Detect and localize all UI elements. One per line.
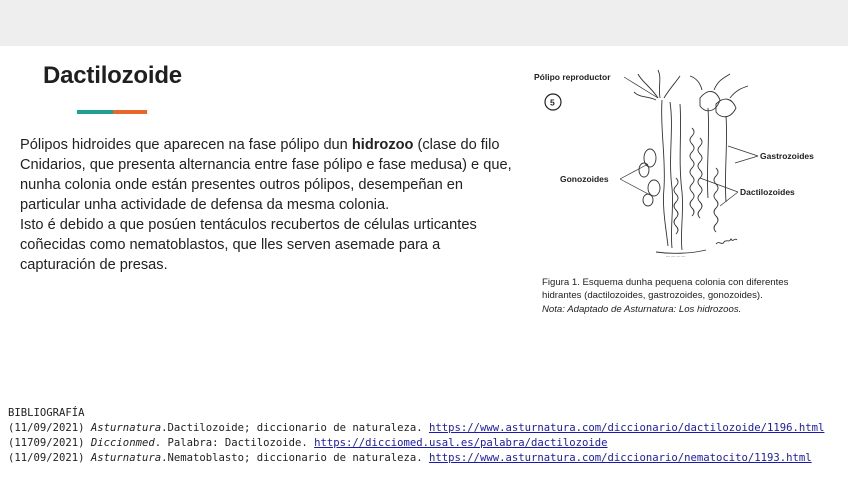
paragraph-bold-term: hidrozoo (351, 137, 414, 153)
scale-text: — — — — (666, 253, 686, 258)
bibliography-heading: BIBLIOGRAFÍA (8, 407, 85, 419)
bibliography-entry (8, 436, 844, 451)
accent-teal (77, 110, 113, 114)
definition-paragraph (20, 135, 518, 275)
bibliography-entry (8, 421, 844, 436)
entry-source: Asturnatura (90, 452, 162, 464)
title-accent-line (77, 110, 147, 114)
leader-lines (620, 77, 758, 206)
caption-text: Figura 1. Esquema dunha pequena colonia con diferentes hidrantes (dactilozoides, gastrozoides, gonozoides). (542, 277, 789, 302)
colony-drawing (634, 70, 748, 253)
accent-orange (113, 110, 147, 114)
entry-link[interactable]: https://www.asturnatura.com/diccionario/dactilozoide/1196.html (428, 422, 825, 434)
entry-text: .Dactilozoide; diccionario de naturaleza. (161, 422, 429, 434)
paragraph-part3: Isto é debido a que posúen tentáculos recubertos de células urticantes coñecidas como nematoblastos, que lles serven asemade para a capturación de presas. (20, 217, 477, 273)
entry-source: Asturnatura (90, 422, 162, 434)
label-dactilozoides: Dactilozoides (740, 187, 795, 197)
entry-date: (11/09/2021) (8, 422, 91, 434)
slide-title: Dactilozoide (43, 62, 182, 89)
paragraph-part1: Pólipos hidroides que aparecen na fase pólipo dun (20, 137, 352, 153)
paragraph-part2: (clase do filo Cnidarios, que presenta alternancia entre fase pólipo e fase medusa) e que, nunha colonia onde están presentes outros pólipos, desempeñan en particular unha actividade de defensa da mesma colonia. (20, 137, 512, 213)
bibliography-entry (8, 451, 844, 466)
label-polipo-reproductor: Pólipo reproductor (534, 72, 611, 82)
caption-note: Nota: Adaptado de Asturnatura: Los hidrozoos. (542, 303, 742, 315)
entry-text: . Palabra: Dactilozoide. (154, 437, 315, 449)
entry-date: (11709/2021) (8, 437, 91, 449)
label-gonozoides: Gonozoides (560, 174, 609, 184)
bibliography (8, 406, 844, 466)
entry-source: Diccionmed (90, 437, 155, 449)
label-gastrozoides: Gastrozoides (760, 151, 814, 161)
hydrozoan-colony-diagram (530, 68, 830, 264)
figure-caption (542, 276, 812, 316)
entry-link[interactable]: https://dicciomed.usal.es/palabra/dactilozoide (314, 437, 608, 449)
entry-date: (11/09/2021) (8, 452, 91, 464)
colony-illustration (530, 68, 830, 264)
entry-link[interactable]: https://www.asturnatura.com/diccionario/nematocito/1193.html (428, 452, 812, 464)
top-bar (0, 0, 848, 46)
label-number: 5 (550, 97, 555, 108)
entry-text: .Nematoblasto; diccionario de naturaleza. (161, 452, 429, 464)
